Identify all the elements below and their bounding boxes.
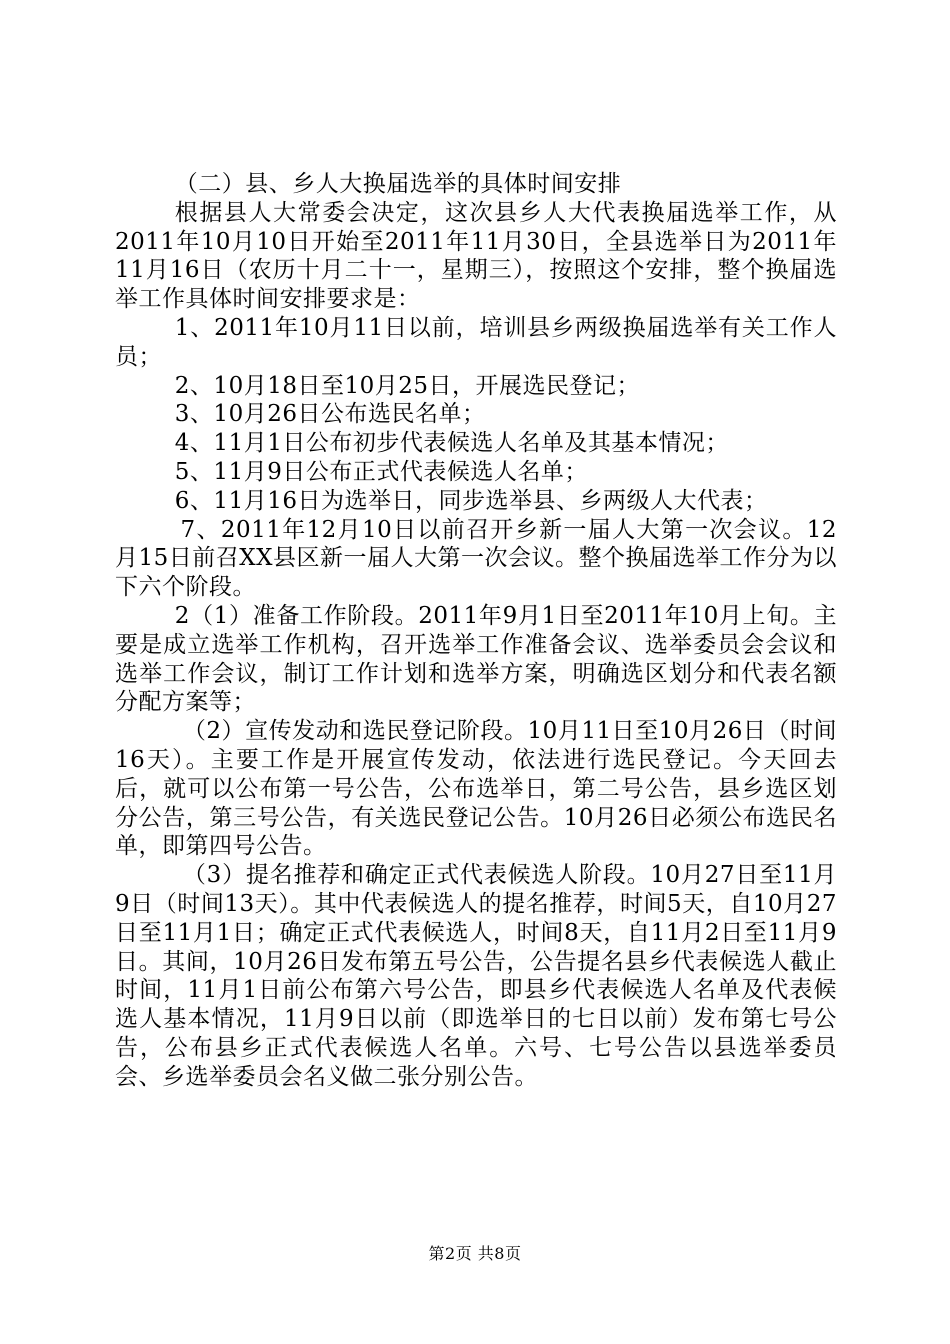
schedule-item-3: 3、10月26日公布选民名单；	[174, 401, 486, 428]
intro-paragraph: 根据县人大常委会决定，这次县乡人大代表换届选举工作，从2011年10月10日开始至2011年11月30日，全县选举日为2011年11月16日（农历十月二十一，星期三），按照这个安排，整个换届选举工作具体时间安排要求是：	[115, 199, 837, 313]
schedule-item-4: 4、11月1日公布初步代表候选人名单及其基本情况；	[174, 430, 729, 457]
page-number-footer: 第2页 共8页	[428, 1244, 522, 1263]
schedule-item-5: 5、11月9日公布正式代表候选人名单；	[174, 458, 588, 485]
schedule-item-7: 7、2011年12月10日以前召开乡新一届人大第一次会议。12月15日前召XX县区新一届人大第一次会议。整个换届选举工作分为以下六个阶段。	[115, 516, 838, 601]
document-body	[115, 170, 837, 1092]
schedule-item-6: 6、11月16日为选举日，同步选举县、乡两级人大代表；	[174, 487, 768, 514]
schedule-item-1: 1、2011年10月11日以前，培训县乡两级换届选举有关工作人员；	[115, 314, 837, 370]
schedule-item-2: 2、10月18日至10月25日，开展选民登记；	[174, 372, 640, 399]
section-heading: （二）县、乡人大换届选举的具体时间安排	[174, 171, 622, 197]
stage-1-paragraph: 2（1）准备工作阶段。2011年9月1日至2011年10月上旬。主要是成立选举工作机构，召开选举工作准备会议、选举委员会会议和选举工作会议，制订工作计划和选举方案，明确选区划分和代表名额分配方案等；	[115, 602, 837, 716]
stage-2-paragraph: （2）宣传发动和选民登记阶段。10月11日至10月26日（时间16天）。主要工作是开展宣传发动，依法进行选民登记。今天回去后，就可以公布第一号公告，公布选举日，第二号公告，县乡选区划分公告，第三号公告，有关选民登记公告。10月26日必须公布选民名单，即第四号公告。	[115, 718, 837, 860]
stage-3-paragraph: （3）提名推荐和确定正式代表候选人阶段。10月27日至11月9日（时间13天）。其中代表候选人的提名推荐，时间5天，自10月27日至11月1日；确定正式代表候选人，时间8天，自11月2日至11月9日。其间，10月26日发布第五号公告，公告提名县乡代表候选人截止时间，11月1日前公布第六号公告，即县乡代表候选人名单及代表候选人基本情况，11月9日以前（即选举日的七日以前）发布第七号公告，公布县乡正式代表候选人名单。六号、七号公告以县选举委员会、乡选举委员会名义做二张分别公告。	[115, 862, 837, 1090]
